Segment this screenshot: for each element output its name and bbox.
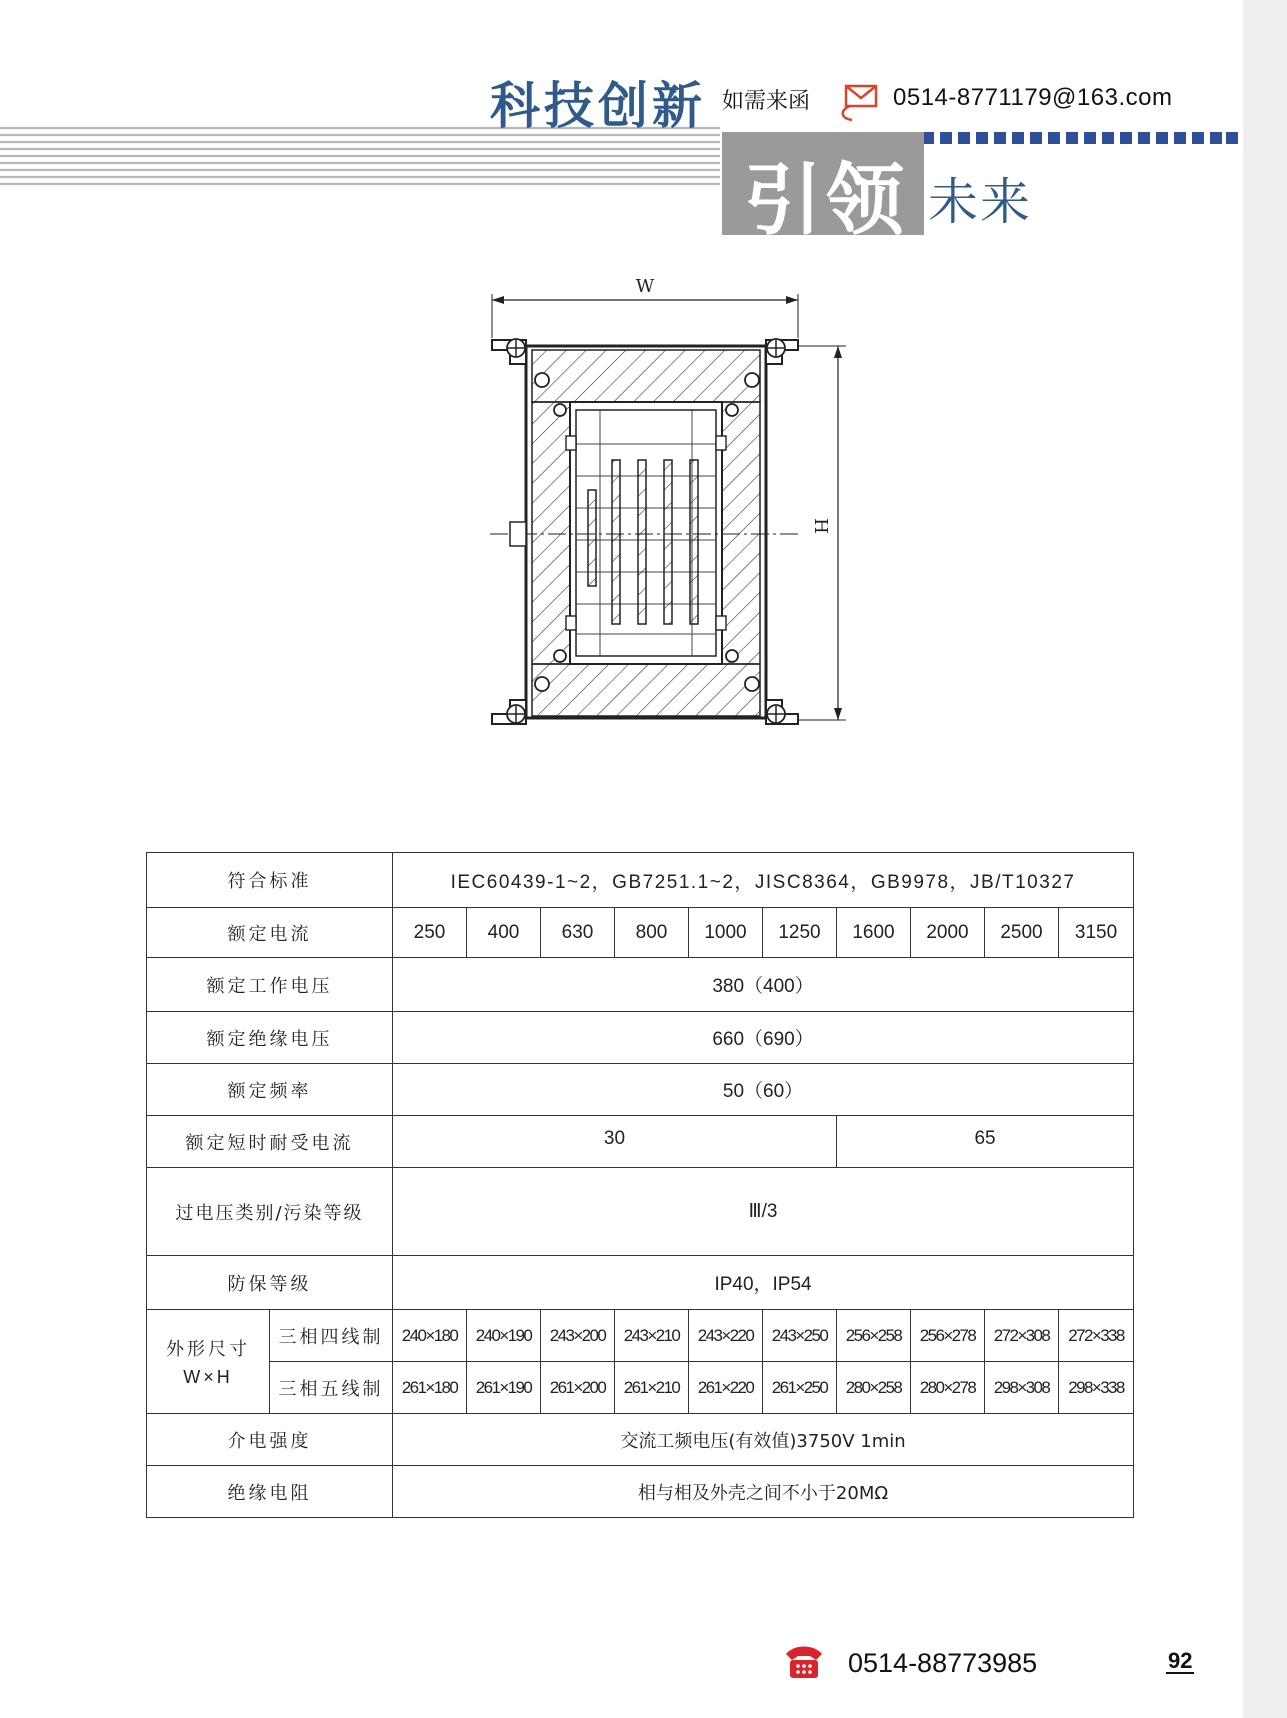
header-title: 科技创新 bbox=[490, 77, 706, 135]
short-time-label: 额定短时耐受电流 bbox=[147, 1116, 393, 1168]
page-number: 92 bbox=[1168, 1648, 1193, 1673]
row-frequency bbox=[147, 1064, 1134, 1116]
dielectric-value: 交流工频电压(有效值)3750V 1min bbox=[393, 1414, 1134, 1466]
dim-cell: 256×258 bbox=[837, 1310, 911, 1362]
dim-cell: 261×180 bbox=[393, 1362, 467, 1414]
protection-label: 防保等级 bbox=[147, 1256, 393, 1310]
current-cell: 630 bbox=[541, 908, 615, 958]
row-standard bbox=[147, 853, 1134, 908]
dim-cell: 261×220 bbox=[689, 1362, 763, 1414]
slogan-sub: 未来 bbox=[928, 173, 1032, 231]
current-cell: 3150 bbox=[1059, 908, 1134, 958]
dim-cell: 272×338 bbox=[1059, 1310, 1134, 1362]
dim-cell: 261×200 bbox=[541, 1362, 615, 1414]
row-insulation-voltage bbox=[147, 1012, 1134, 1064]
header-email[interactable]: 0514-8771179@163.com bbox=[893, 84, 1173, 111]
header-welcome: 如需来函 bbox=[722, 89, 811, 114]
spec-table bbox=[146, 852, 1134, 1518]
insulation-voltage-value: 660（690） bbox=[393, 1012, 1134, 1064]
dielectric-label: 介电强度 bbox=[147, 1414, 393, 1466]
short-time-value-a: 30 bbox=[393, 1116, 837, 1168]
four-wire-label: 三相四线制 bbox=[270, 1310, 393, 1362]
frequency-label: 额定频率 bbox=[147, 1064, 393, 1116]
row-short-time-current bbox=[147, 1116, 1134, 1168]
dim-cell: 298×338 bbox=[1059, 1362, 1134, 1414]
header-dots bbox=[922, 132, 1238, 146]
dimensions-label-line1: 外形尺寸 bbox=[166, 1339, 250, 1360]
width-label: W bbox=[635, 276, 655, 297]
current-cell: 800 bbox=[615, 908, 689, 958]
busbar-cross-section-drawing bbox=[470, 268, 870, 738]
current-cell: 1600 bbox=[837, 908, 911, 958]
frequency-value: 50（60） bbox=[393, 1064, 1134, 1116]
row-dimensions-4wire bbox=[147, 1310, 1134, 1362]
row-overvoltage bbox=[147, 1168, 1134, 1256]
dimensions-label-line2: W×H bbox=[183, 1367, 233, 1387]
dim-cell: 261×250 bbox=[763, 1362, 837, 1414]
row-work-voltage bbox=[147, 958, 1134, 1012]
standard-value: IEC60439-1~2，GB7251.1~2，JISC8364，GB9978，JB/T10327 bbox=[393, 853, 1134, 908]
dim-cell: 272×308 bbox=[985, 1310, 1059, 1362]
current-cell: 2000 bbox=[911, 908, 985, 958]
dimensions-label bbox=[147, 1310, 270, 1414]
work-voltage-value: 380（400） bbox=[393, 958, 1134, 1012]
dim-cell: 243×200 bbox=[541, 1310, 615, 1362]
resistance-value: 相与相及外壳之间不小于20MΩ bbox=[393, 1466, 1134, 1518]
short-time-value-b: 65 bbox=[837, 1116, 1134, 1168]
dim-cell: 256×278 bbox=[911, 1310, 985, 1362]
slogan-box bbox=[722, 132, 924, 246]
row-dimensions-5wire bbox=[147, 1362, 1134, 1414]
dim-cell: 280×258 bbox=[837, 1362, 911, 1414]
dim-cell: 280×278 bbox=[911, 1362, 985, 1414]
work-voltage-label: 额定工作电压 bbox=[147, 958, 393, 1012]
insulation-voltage-label: 额定绝缘电压 bbox=[147, 1012, 393, 1064]
current-label: 额定电流 bbox=[147, 908, 393, 958]
envelope-icon bbox=[836, 80, 884, 124]
protection-value: IP40，IP54 bbox=[393, 1256, 1134, 1310]
row-dielectric bbox=[147, 1414, 1134, 1466]
dim-cell: 298×308 bbox=[985, 1362, 1059, 1414]
current-cell: 1000 bbox=[689, 908, 763, 958]
dim-cell: 243×220 bbox=[689, 1310, 763, 1362]
telephone-icon bbox=[780, 1640, 828, 1684]
row-resistance bbox=[147, 1466, 1134, 1518]
dim-cell: 243×210 bbox=[615, 1310, 689, 1362]
dim-cell: 240×190 bbox=[467, 1310, 541, 1362]
row-current bbox=[147, 908, 1134, 958]
height-label: H bbox=[810, 518, 831, 534]
dim-cell: 261×190 bbox=[467, 1362, 541, 1414]
overvoltage-label: 过电压类别/污染等级 bbox=[147, 1168, 393, 1256]
current-cell: 400 bbox=[467, 908, 541, 958]
row-protection bbox=[147, 1256, 1134, 1310]
five-wire-label: 三相五线制 bbox=[270, 1362, 393, 1414]
overvoltage-value: Ⅲ/3 bbox=[393, 1168, 1134, 1256]
dim-cell: 243×250 bbox=[763, 1310, 837, 1362]
dim-cell: 261×210 bbox=[615, 1362, 689, 1414]
resistance-label: 绝缘电阻 bbox=[147, 1466, 393, 1518]
standard-label: 符合标准 bbox=[147, 853, 393, 908]
footer-phone[interactable]: 0514-88773985 bbox=[848, 1648, 1038, 1678]
page-edge-strip bbox=[1243, 0, 1287, 1718]
slogan-main: 引领 bbox=[744, 156, 909, 246]
dim-cell: 240×180 bbox=[393, 1310, 467, 1362]
current-cell: 2500 bbox=[985, 908, 1059, 958]
current-cell: 1250 bbox=[763, 908, 837, 958]
current-cell: 250 bbox=[393, 908, 467, 958]
